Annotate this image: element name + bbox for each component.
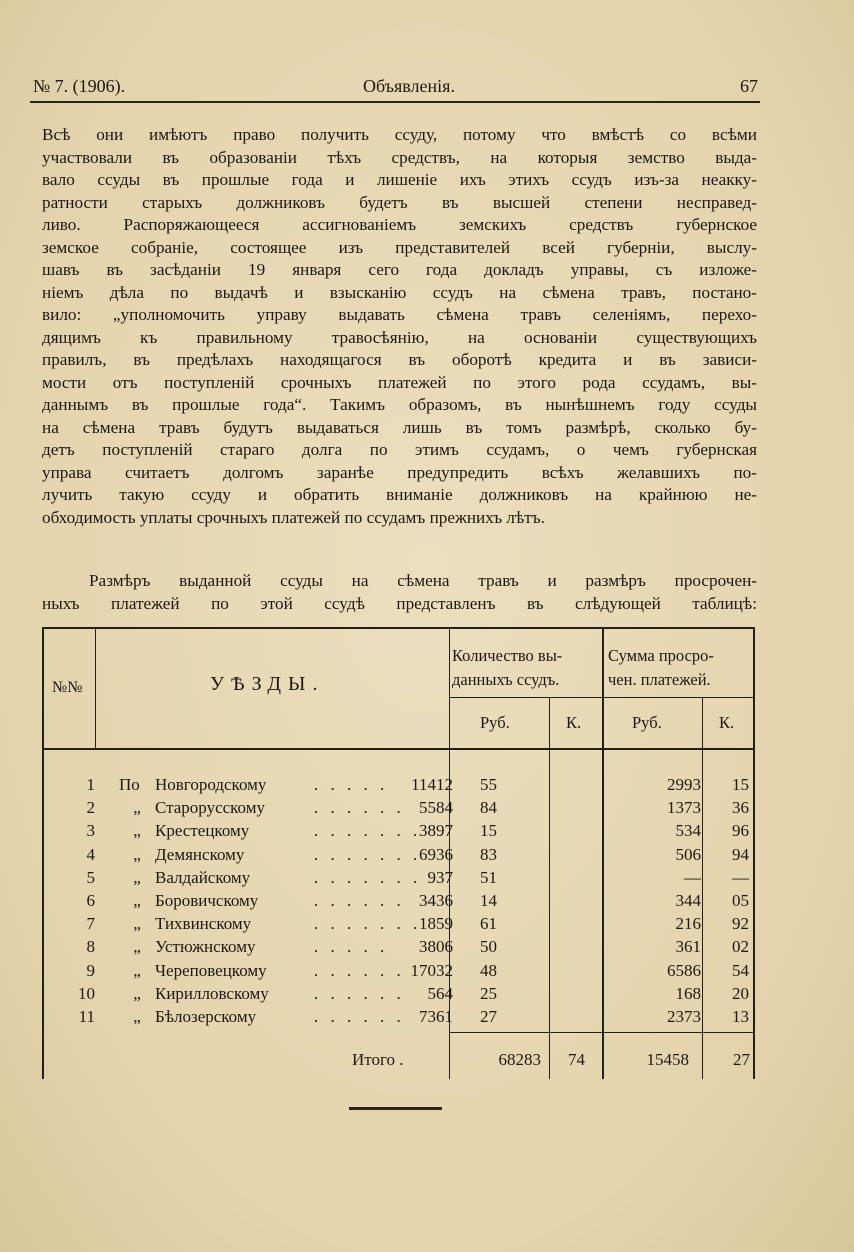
leader-dots: . . . . . .: [314, 798, 405, 818]
district-label: Тихвинскому: [155, 914, 252, 934]
amount-kop: 14: [480, 891, 497, 910]
district-label: Кирилловскому: [155, 983, 269, 1003]
paragraph-line: обходимость уплаты срочныхъ платежей по ссудамъ прежнихъ лѣтъ.: [42, 507, 545, 527]
row-number: 5: [86, 867, 95, 887]
overdue-rub: 2373: [667, 1007, 701, 1026]
leader-dots: . . . . . .: [314, 891, 405, 910]
overdue-kop: 13: [732, 1007, 749, 1026]
total-rub: 68283: [498, 1050, 541, 1069]
row-number: 2: [86, 798, 95, 818]
table-row: [42, 984, 755, 1007]
overdue-rub: —: [684, 867, 701, 887]
leader-dots: . . . . . . .: [314, 867, 422, 887]
paragraph-line: земское собраніе, состоящее изъ представителей всей губерніи, выслу-: [42, 237, 757, 257]
running-header: [33, 74, 758, 100]
total-row: [42, 1050, 755, 1076]
district-name: [119, 937, 255, 957]
total-overdue-rub: 15458: [646, 1050, 689, 1069]
district-name: [119, 984, 269, 1004]
amount-kop: 25: [480, 983, 497, 1003]
loan-table: [42, 627, 755, 1081]
end-rule: [349, 1107, 442, 1110]
total-kop: 74: [568, 1050, 585, 1069]
header-num: №№: [52, 679, 83, 696]
leader-dots: . . . . . . .: [314, 844, 422, 864]
amount-rub: 564: [427, 983, 453, 1003]
ditto-prefix: „: [133, 844, 141, 864]
col-divider-num: [95, 627, 96, 749]
total-label: Итого .: [352, 1050, 404, 1069]
ditto-prefix: „: [133, 867, 141, 887]
overdue-rub: 344: [675, 891, 701, 910]
district-label: Череповецкому: [155, 960, 267, 980]
paragraph-line: управа считаетъ долгомъ заранѣе предупредить всѣхъ желавшихъ по-: [42, 462, 757, 482]
section-title: Объявленія.: [363, 76, 455, 96]
district-label: Старорусскому: [155, 798, 265, 818]
amount-kop: 84: [480, 798, 497, 818]
district-label: Бѣлозерскому: [155, 1007, 257, 1026]
ditto-prefix: „: [133, 821, 141, 841]
table-row: [42, 961, 755, 984]
paragraph-line: на сѣмена травъ будутъ выдаваться лишь въ томъ размѣрѣ, сколько бу-: [42, 417, 757, 437]
overdue-kop: —: [732, 867, 749, 887]
paragraph-line: даннымъ въ прошлые года“. Такимъ образомъ, въ нынѣшнемъ году ссуды: [42, 395, 757, 414]
table-row: [42, 914, 755, 937]
amount-rub: 3897: [419, 821, 453, 841]
total-overdue-kop: 27: [733, 1050, 750, 1069]
amount-kop: 51: [480, 867, 497, 887]
district-name: [119, 891, 258, 911]
overdue-kop: 20: [732, 983, 749, 1003]
table-row: [42, 821, 755, 844]
body-paragraph: [42, 124, 757, 529]
amount-kop: 55: [480, 775, 497, 794]
row-number: 3: [86, 821, 95, 841]
leader-dots: . . . . . . .: [314, 821, 422, 841]
ditto-prefix: „: [133, 1007, 141, 1026]
header-amount: Количество вы- данныхъ ссудъ.: [452, 646, 563, 689]
ditto-prefix: „: [133, 891, 141, 910]
paragraph-line: детъ поступленій стараго долга по этимъ ссудамъ, о чемъ губернская: [42, 440, 757, 459]
district-name: [119, 775, 266, 795]
amount-kop: 15: [480, 821, 497, 841]
amount-kop: 83: [480, 844, 497, 864]
table-row: [42, 798, 755, 821]
amount-rub: 3806: [419, 937, 453, 957]
table-row: [42, 891, 755, 914]
row-number: 8: [86, 937, 95, 957]
header-overdue-sum: Сумма просро- чен. платежей.: [608, 646, 714, 689]
district-name: [119, 914, 251, 934]
district-label: Демянскому: [155, 844, 245, 864]
district-label: Крестецкому: [155, 821, 250, 841]
paragraph-line: ливо. Распоряжающееся ассигнованіемъ земскихъ средствъ губернское: [42, 215, 757, 234]
ditto-prefix: „: [133, 937, 141, 957]
paragraph-line: шавъ въ засѣданіи 19 января сего года докладъ управы, съ изложе-: [42, 260, 757, 279]
table-row: [42, 1007, 755, 1030]
subheader-kop-amount: К.: [566, 713, 582, 732]
district-label: Боровичскому: [155, 891, 259, 910]
district-name: [119, 961, 267, 981]
paragraph-line: Всѣ они имѣютъ право получить ссуду, потому что вмѣстѣ со всѣми: [42, 125, 757, 144]
overdue-kop: 15: [732, 775, 749, 794]
paragraph-line: вало ссуды въ прошлые года и лишеніе ихъ этихъ ссудъ изъ-за неакку-: [42, 170, 757, 189]
overdue-rub: 361: [675, 937, 701, 957]
leader-dots: . . . . . . .: [314, 914, 422, 934]
ditto-prefix: „: [133, 983, 141, 1003]
paragraph-line: ніемъ дѣла по выдачѣ и взысканію ссудъ на сѣмена травъ, постано-: [42, 282, 757, 302]
subheader-rule: [449, 697, 755, 698]
paragraph-line: дящимъ къ правильному травосѣянію, на основаніи существующихъ: [42, 327, 757, 347]
district-name: [119, 845, 244, 865]
leader-dots: . . . . .: [314, 937, 389, 957]
intro-line: Размѣръ выданной ссуды на сѣмена травъ и размѣръ просрочен-: [89, 571, 757, 590]
row-number: 7: [86, 914, 95, 934]
table-row: [42, 937, 755, 960]
amount-kop: 50: [480, 937, 497, 957]
amount-rub: 1859: [419, 914, 453, 934]
subheader-rub-amount: Руб.: [480, 713, 510, 732]
overdue-kop: 54: [732, 960, 749, 980]
amount-rub: 6936: [419, 844, 453, 864]
row-number: 1: [86, 775, 95, 794]
amount-rub: 3436: [419, 891, 453, 910]
row-number: 6: [86, 891, 95, 910]
amount-kop: 27: [480, 1007, 497, 1026]
overdue-kop: 05: [732, 891, 749, 910]
amount-rub: 5584: [419, 798, 453, 818]
amount-rub: 937: [427, 867, 453, 887]
table-row: [42, 868, 755, 891]
paragraph-line: ратности старыхъ должниковъ будетъ въ высшей степени несправед-: [42, 192, 757, 212]
overdue-rub: 168: [675, 983, 701, 1003]
ditto-prefix: „: [133, 960, 141, 980]
table-row: [42, 775, 755, 798]
row-number: 4: [86, 844, 95, 864]
paragraph-line: вило: „уполномочить управу выдавать сѣмена травъ селеніямъ, перехо-: [42, 305, 757, 324]
leader-dots: . . . . . .: [314, 983, 405, 1003]
row-number: 10: [78, 983, 95, 1003]
overdue-rub: 506: [675, 844, 701, 864]
total-top-rule: [449, 1032, 755, 1033]
subheader-rub-sum: Руб.: [632, 713, 662, 732]
page-number: 67: [740, 76, 758, 96]
row-number: 9: [86, 960, 95, 980]
ditto-prefix: „: [133, 798, 141, 818]
overdue-kop: 36: [732, 798, 749, 818]
overdue-rub: 534: [675, 821, 701, 841]
overdue-rub: 2993: [667, 775, 701, 794]
paragraph-line: лучить такую ссуду и обратить вниманіе должниковъ на крайнюю не-: [42, 485, 757, 504]
district-label: Устюжнскому: [155, 937, 256, 957]
ditto-prefix: По: [119, 775, 140, 794]
header-uezdy: УѢЗДЫ.: [210, 673, 325, 695]
intro-line: ныхъ платежей по этой ссудѣ представленъ въ слѣдующей таблицѣ:: [42, 593, 757, 613]
paragraph-line: участвовали въ образованіи тѣхъ средствъ, на которыя земство выда-: [42, 147, 757, 167]
district-name: [119, 868, 250, 888]
overdue-rub: 216: [675, 914, 701, 934]
header-bottom-rule: [42, 748, 755, 750]
amount-rub: 17032: [410, 960, 453, 980]
paragraph-line: мости отъ поступленій срочныхъ платежей по этого рода ссудамъ, вы-: [42, 372, 757, 392]
overdue-kop: 02: [732, 937, 749, 957]
district-label: Валдайскому: [155, 867, 251, 887]
table-row: [42, 845, 755, 868]
paragraph-line: правилъ, въ предѣлахъ находящагося въ оборотѣ кредита и въ зависи-: [42, 350, 757, 369]
overdue-kop: 94: [732, 844, 749, 864]
district-label: Новгородскому: [155, 775, 267, 794]
header-rule: [30, 101, 760, 103]
amount-rub: 7361: [419, 1007, 453, 1026]
leader-dots: . . . . . .: [314, 960, 405, 980]
district-name: [119, 1007, 256, 1027]
table-intro-paragraph: [42, 570, 757, 615]
district-name: [119, 821, 249, 841]
amount-kop: 48: [480, 960, 497, 980]
row-number: 11: [78, 1007, 95, 1026]
table-top-rule: [42, 627, 755, 629]
amount-kop: 61: [480, 914, 497, 934]
leader-dots: . . . . .: [314, 775, 389, 794]
amount-rub: 11412: [411, 775, 453, 794]
overdue-kop: 92: [732, 914, 749, 934]
leader-dots: . . . . . .: [314, 1007, 405, 1026]
overdue-kop: 96: [732, 821, 749, 841]
overdue-rub: 6586: [667, 960, 701, 980]
overdue-rub: 1373: [667, 798, 701, 818]
subheader-kop-sum: К.: [719, 713, 735, 732]
ditto-prefix: „: [133, 914, 141, 934]
district-name: [119, 798, 265, 818]
issue-number: № 7. (1906).: [33, 76, 126, 96]
